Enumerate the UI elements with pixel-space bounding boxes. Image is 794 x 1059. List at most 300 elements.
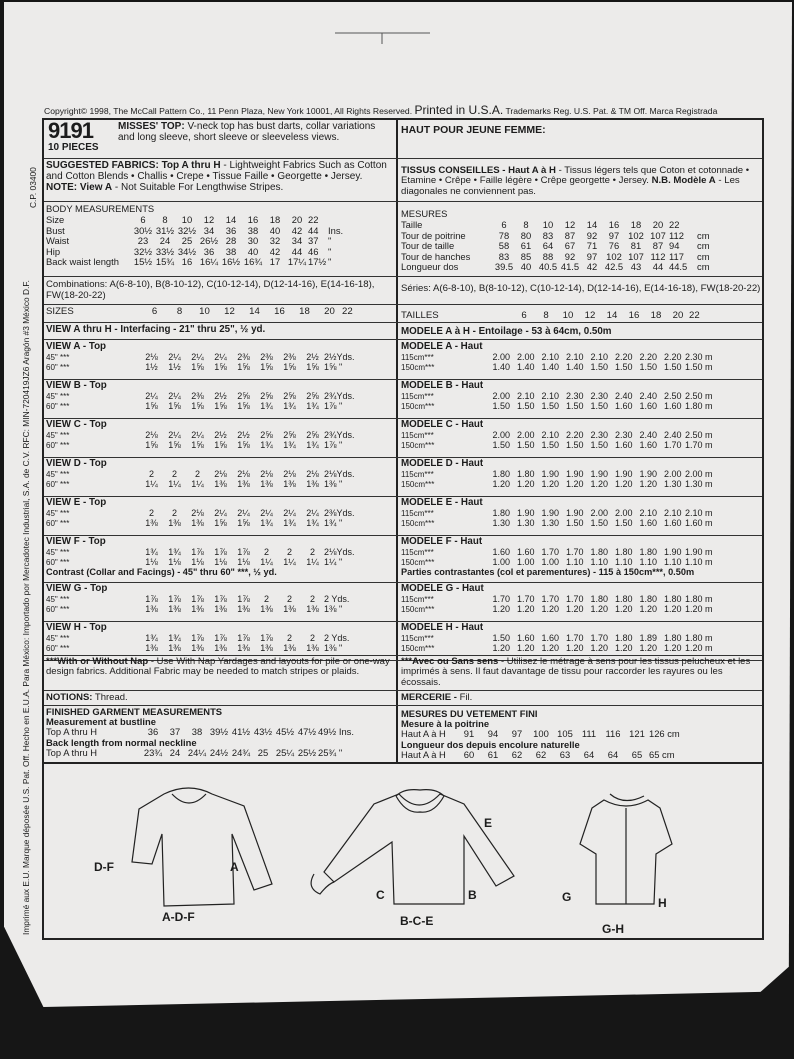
en-yardage-cell: 1⅜ — [260, 479, 273, 489]
fr-yardage-cell: 1.20 — [663, 604, 682, 614]
mesures-cell: 97 — [608, 229, 620, 241]
fr-yardage-cell: 1.10 — [663, 557, 682, 567]
fr-view-title: MODELE D - Haut — [401, 458, 484, 469]
fini-back-cell: 64 — [607, 748, 619, 760]
group-gh: G-H — [602, 922, 624, 936]
body-meas-cell: 24 — [159, 235, 171, 247]
body-meas-cell: 16 — [181, 256, 193, 268]
en-yardage-cell: 2 — [148, 469, 154, 479]
body-meas-cell: 16¼ — [199, 256, 219, 268]
en-yardage-cell: 1⅝ — [237, 440, 250, 450]
fin-back-cell: 23¾ — [143, 746, 163, 758]
fr-yardage-cell: 1.80 — [614, 594, 633, 604]
en-yardage-cell: 1⅝ — [168, 401, 181, 411]
en-yardage-cell: 2⅛ — [237, 469, 250, 479]
body-meas-row — [46, 235, 394, 246]
en-width-label: 60" *** — [46, 644, 70, 653]
trademarks-text: Trademarks Reg. U.S. Pat. & TM Off. Marca Registrada — [505, 106, 718, 116]
column-divider — [396, 118, 398, 764]
size-cell: 14 — [249, 306, 260, 317]
fr-yardage-cell: 1.30 — [541, 518, 560, 528]
copyright-line — [44, 103, 774, 117]
en-yardage-cell: 1⅝ — [237, 362, 250, 372]
fr-yardage-cell: 1.20 — [541, 479, 560, 489]
body-meas-cell: 22 — [308, 214, 319, 225]
fr-yardage-cell: 2.40 — [639, 430, 658, 440]
fr-view — [401, 458, 761, 496]
mesures-cell: 58 — [498, 240, 510, 252]
en-contrast-note: Contrast (Collar and Facings) - 45" thru 60" ***, ½ yd. — [46, 567, 277, 577]
fr-yardage-cell: 1.60 — [516, 633, 535, 643]
body-meas-cell: 26½ — [199, 235, 219, 247]
en-yardage-cell: 2 — [286, 633, 292, 643]
fr-yardage-cell: 2.10 — [663, 508, 682, 518]
fin-bust-cell: 37 — [169, 725, 181, 737]
body-meas-unit: " — [328, 245, 332, 257]
fr-yardage-cell: 1.20 — [639, 604, 658, 614]
fr-yardage-cell: 2.10 m — [685, 508, 713, 518]
en-yardage-cell: 2 Yds. — [324, 633, 350, 643]
en-yardage-cell: 1⅛ — [237, 557, 250, 567]
en-yardage-cell: 1¼ — [168, 479, 181, 489]
fr-yardage-cell: 1.80 — [639, 547, 658, 557]
en-width-label: 60" *** — [46, 363, 70, 372]
fini-back-cell: 65 cm — [649, 748, 675, 760]
body-meas-cell: 38 — [225, 245, 237, 257]
mesures-cell: 16 — [608, 219, 620, 230]
fr-yardage-cell: 1.60 — [663, 518, 682, 528]
fr-yardage-cell: 1.20 — [541, 643, 560, 653]
body-meas-cell: 14 — [225, 214, 237, 225]
fini-back-title: Longueur dos depuis encolure naturelle — [401, 738, 580, 750]
body-meas-cell: 20 — [291, 214, 303, 225]
side-legal-line: Imprimé aux E.U. Marque déposée U.S. Pat. Off. Hecho en E.U.A. Para México: Importado por Mercadotec Industrial, S.A. de C.V. RFC: MIN-720419JZ6 Aragón #3 México D.F. — [21, 280, 31, 935]
en-yardage-cell: 1⅜ " — [324, 643, 343, 653]
fr-yardage-cell: 2.00 — [492, 430, 511, 440]
sketch-ruffle-g — [610, 794, 644, 801]
fr-view-title: MODELE A - Haut — [401, 341, 483, 352]
body-meas-cell: 36 — [203, 245, 215, 257]
en-yardage-row — [46, 547, 394, 557]
fr-yardage-cell: 1.70 — [492, 594, 511, 604]
fr-yardage-cell: 1.50 — [590, 440, 609, 450]
en-yardage-cell: 1⅞ — [237, 633, 250, 643]
mesures-cell: 87 — [564, 229, 576, 241]
fr-yardage-cell: 1.90 m — [685, 547, 713, 557]
fr-yardage-cell: 1.00 — [516, 557, 535, 567]
fabrics-fr-text: - Tissus légers tels que Coton et cotonnade • Etamine • Crêpe • Faille légère • Crêpe georgette • Jersey. — [401, 166, 750, 187]
en-yardage-cell: 1⅜ — [237, 479, 250, 489]
en-yardage-row — [46, 362, 394, 372]
fr-yardage-cell: 1.70 — [541, 547, 560, 557]
fr-width-label: 150cm*** — [401, 644, 435, 653]
mesures-cell: 83 — [498, 250, 510, 262]
fr-width-label: 115cm*** — [401, 353, 434, 362]
en-yardage-cell: 2⅝ — [260, 430, 273, 440]
fr-yardage-row — [401, 604, 761, 614]
size-cell: 20 — [324, 306, 335, 317]
fr-yardage-cell: 1.40 — [565, 362, 584, 372]
hr — [44, 304, 762, 305]
body-meas-cell: 30 — [247, 235, 259, 247]
en-width-label: 60" *** — [46, 605, 70, 614]
fr-yardage-cell: 2.10 — [516, 391, 535, 401]
en-yardage-cell: 2⅝ — [260, 391, 273, 401]
en-view-title: VIEW H - Top — [46, 622, 107, 633]
sketch-ruffle-collar — [396, 790, 444, 813]
en-yardage-cell: 1⅜ — [214, 604, 227, 614]
en-yardage-cell: 2¼ — [168, 430, 181, 440]
fr-view — [401, 341, 761, 379]
en-view-title: VIEW D - Top — [46, 458, 107, 469]
en-yardage-cell: 1⅝ " — [324, 362, 343, 372]
fr-width-label: 150cm*** — [401, 519, 435, 528]
fr-yardage-cell: 1.70 — [565, 633, 584, 643]
sketch-top-b — [324, 794, 514, 904]
group-adf: A-D-F — [162, 910, 195, 924]
body-meas-label: Back waist length — [46, 256, 119, 268]
fr-yardage-cell: 1.90 — [639, 469, 658, 479]
fr-yardage-cell: 1.80 — [492, 508, 511, 518]
body-meas-cell: 32½ — [133, 245, 153, 257]
body-meas-row — [46, 214, 394, 225]
en-yardage-cell: 2½Yds. — [324, 352, 355, 362]
hr — [44, 655, 762, 656]
body-meas-cell: 40 — [269, 224, 281, 236]
en-yardage-cell: 1⅞ " — [324, 440, 343, 450]
en-yardage-cell: 2¼ — [260, 508, 273, 518]
en-yardage-cell: 1⅜ — [191, 518, 204, 528]
fin-back-cell: 25¾ " — [318, 746, 343, 758]
fr-width-label: 115cm*** — [401, 548, 434, 557]
en-yardage-cell: 2¼ — [191, 430, 204, 440]
fabrics-en-text: - Lightweight Fabrics Such as Cotton and Cotton Blends • Challis • Crepe • Tissue Faille • Georgette • Jersey. — [46, 160, 387, 182]
en-yardage-cell: 2¼ — [145, 391, 158, 401]
label-b: B — [468, 888, 477, 902]
fr-yardage-cell: 1.90 — [663, 547, 682, 557]
body-meas-cell: 12 — [203, 214, 215, 225]
mesures-cell: 39.5 — [494, 261, 514, 273]
size-cell: 6 — [151, 306, 158, 317]
fr-yardage-cell: 2.10 — [541, 430, 560, 440]
en-view-title: VIEW B - Top — [46, 380, 107, 391]
en-view-title: VIEW C - Top — [46, 419, 107, 430]
fr-yardage-row — [401, 508, 761, 518]
sketch-cuff-ruffle — [311, 874, 334, 894]
fr-yardage-cell: 1.90 — [590, 469, 609, 479]
fr-yardage-cell: 1.80 — [516, 469, 535, 479]
body-meas-unit: " — [328, 235, 332, 247]
en-yardage-row — [46, 469, 394, 479]
en-view — [46, 497, 394, 535]
en-yardage-cell: 1⅝ — [283, 362, 296, 372]
en-yardage-cell: 2¼ — [306, 508, 319, 518]
note-en-text: - Not Suitable For Lengthwise Stripes. — [114, 182, 284, 193]
hr — [44, 690, 762, 691]
en-yardage-cell: 1⅜ — [283, 604, 296, 614]
en-width-label: 45" *** — [46, 548, 70, 557]
en-yardage-cell: 2 — [263, 547, 269, 557]
fini-back-cell: 62 — [511, 748, 523, 760]
en-width-label: 60" *** — [46, 519, 70, 528]
en-yardage-cell: 2 — [171, 508, 177, 518]
fr-yardage-cell: 1.60 m — [685, 518, 713, 528]
fr-width-label: 115cm*** — [401, 595, 434, 604]
en-yardage-cell: 1½ — [168, 362, 181, 372]
en-yardage-cell: 1¼ " — [324, 557, 343, 567]
mesures-cell: 92 — [586, 229, 598, 241]
en-yardage-row — [46, 479, 394, 489]
en-view — [46, 419, 394, 457]
mesures-label: Taille — [401, 219, 423, 230]
en-yardage-cell: 1⅞ — [191, 594, 204, 604]
fini-back-cell: 62 — [535, 748, 547, 760]
nap-en-head: ***With or Without Nap — [46, 657, 149, 667]
en-yardage-cell: 2¼ — [214, 352, 227, 362]
mesures-cell: 64 — [542, 240, 554, 252]
en-yardage-cell: 1¼ — [191, 479, 204, 489]
fr-width-label: 115cm*** — [401, 392, 434, 401]
fr-yardage-cell: 1.30 — [516, 518, 535, 528]
postal-code-text: C.P. 03400 — [28, 167, 38, 208]
mesures-cell: 102 — [606, 250, 622, 262]
fr-yardage-row — [401, 547, 761, 557]
mesures-cell: 6 — [501, 219, 507, 230]
hr — [44, 158, 762, 159]
notions — [46, 692, 394, 705]
fabrics-fr — [401, 166, 761, 200]
en-yardage-cell: 1⅛ — [191, 557, 204, 567]
fr-yardage-cell: 1.20 — [639, 479, 658, 489]
en-yardage-cell: 1⅜ — [191, 643, 204, 653]
en-yardage-cell: 2 — [309, 547, 315, 557]
en-view — [46, 536, 394, 582]
fini-back-cell: 64 — [583, 748, 595, 760]
fr-yardage-cell: 1.80 — [614, 547, 633, 557]
fr-yardage-cell: 1.70 — [663, 440, 682, 450]
en-yardage-cell: 2½ — [306, 352, 319, 362]
en-yardage-cell: 1¾ — [306, 440, 319, 450]
fr-yardage-cell: 2.40 — [639, 391, 658, 401]
fr-yardage-row — [401, 479, 761, 489]
fr-yardage-cell: 2.30 — [590, 391, 609, 401]
fr-yardage-cell: 1.60 — [663, 401, 682, 411]
taille-cell: 8 — [543, 310, 549, 321]
fr-width-label: 150cm*** — [401, 402, 435, 411]
nap-en-text: - Use With Nap Yardages and layouts for pile or one-way design fabrics. Additional Fabric may be needed to match stripes or plaids. — [46, 657, 390, 678]
mesures-cell: 61 — [520, 240, 532, 252]
en-width-label: 60" *** — [46, 558, 70, 567]
notions-text: Thread. — [94, 692, 128, 703]
en-view-title: VIEW A - Top — [46, 341, 107, 352]
fr-yardage-cell: 1.90 — [614, 469, 633, 479]
mesures-cell: 71 — [586, 240, 598, 252]
fr-yardage-cell: 1.80 — [590, 594, 609, 604]
en-width-label: 45" *** — [46, 431, 70, 440]
en-yardage-row — [46, 633, 394, 643]
mesures-cell: 40.5 — [538, 261, 558, 273]
fr-yardage-cell: 2.50 m — [685, 430, 713, 440]
fin-back-cell: 24½ — [209, 746, 229, 758]
en-view — [46, 380, 394, 418]
fr-yardage-cell: 2.20 — [614, 352, 633, 362]
en-yardage-cell: 2¾Yds. — [324, 391, 355, 401]
printed-in: Printed in U.S.A. — [414, 103, 504, 117]
mesures-row — [401, 240, 761, 251]
fr-yardage-row — [401, 430, 761, 440]
fr-yardage-cell: 2.00 m — [685, 469, 713, 479]
mesures-unit: cm — [697, 261, 710, 273]
en-view-title: VIEW G - Top — [46, 583, 108, 594]
en-yardage-cell: 1⅞ — [214, 594, 227, 604]
label-c: C — [376, 888, 385, 902]
fini-title: MESURES DU VETEMENT FINI — [401, 709, 538, 719]
taille-cell: 12 — [584, 310, 596, 321]
fr-view — [401, 583, 761, 621]
fr-view-title: MODELE B - Haut — [401, 380, 484, 391]
body-meas-row — [46, 256, 394, 267]
fr-yardage-cell: 1.80 m — [685, 401, 713, 411]
nap-fr-text: - Utilisez le métrage à sens pour les tissus pelucheux et les imprimés à sens. Il faut davantage de tissu pour raccorder les rayures ou les écossais. — [401, 657, 751, 688]
fr-yardage-cell: 1.50 — [663, 362, 682, 372]
pattern-header — [46, 120, 394, 158]
en-yardage-cell: 1¾ — [168, 547, 181, 557]
fin-bust-title: Measurement at bustline — [46, 715, 156, 727]
mesures-cell: 107 — [628, 250, 644, 262]
sizes-label: SIZES — [46, 306, 74, 317]
en-view-title: VIEW E - Top — [46, 497, 107, 508]
en-yardage-row — [46, 594, 394, 604]
hr — [44, 201, 762, 202]
en-yardage-cell: 2 — [194, 469, 200, 479]
en-yardage-cell: 2¼ — [237, 508, 250, 518]
en-yardage-cell: 1⅜ — [306, 643, 319, 653]
mesures-row — [401, 230, 761, 241]
en-yardage-cell: 1⅜ " — [324, 479, 343, 489]
fr-yardage-cell: 1.20 — [492, 479, 511, 489]
fr-contrast-note: Parties contrastantes (col et parementures) - 115 à 150cm***, 0.50m — [401, 567, 695, 577]
fr-yardage-cell: 1.10 m — [685, 557, 713, 567]
fr-yardage-cell: 1.50 — [516, 440, 535, 450]
fr-yardage-cell: 1.80 — [492, 469, 511, 479]
en-yardage-cell: 2 — [309, 633, 315, 643]
sketch-neckline-a — [172, 794, 206, 803]
mesures-cell: 44 — [652, 261, 664, 273]
fin-bust-cell: 39½ — [209, 725, 229, 737]
en-yardage-cell: 1⅞ — [145, 594, 158, 604]
fr-yardage-cell: 1.50 — [516, 401, 535, 411]
mercerie-head: MERCERIE - — [401, 692, 457, 703]
size-cell: 16 — [274, 306, 285, 317]
mesures-unit: cm — [697, 229, 710, 241]
fr-yardage-cell: 1.50 m — [685, 362, 713, 372]
fr-yardage-cell: 1.60 — [639, 518, 658, 528]
fini-back-cell: 65 — [631, 748, 643, 760]
label-a: A — [230, 860, 239, 874]
fr-yardage-cell: 1.40 — [541, 362, 560, 372]
body-meas-cell: 44 — [308, 224, 319, 236]
body-meas-cell: 33½ — [155, 245, 175, 257]
en-yardage-cell: 1⅛ — [214, 557, 227, 567]
fr-yardage-cell: 1.50 — [492, 401, 511, 411]
size-cell: 8 — [176, 306, 183, 317]
mesures-cell: 85 — [520, 250, 532, 262]
fr-yardage-cell: 2.00 — [590, 508, 609, 518]
copyright-text: Copyright© 1998, The McCall Pattern Co., 11 Penn Plaza, New York 10001, All Rights Reserved. — [44, 106, 413, 116]
en-yardage-cell: 1¾ — [145, 547, 158, 557]
fr-yardage-cell: 1.70 — [565, 594, 584, 604]
en-yardage-cell: 2⅝ — [306, 430, 319, 440]
body-meas-cell: 30½ — [133, 224, 153, 236]
body-meas-cell: 16¾ — [243, 256, 263, 268]
fr-width-label: 150cm*** — [401, 605, 435, 614]
body-meas-cell: 16 — [247, 214, 259, 225]
body-meas-cell: 15½ — [133, 256, 153, 268]
fr-yardage-cell: 1.60 — [541, 633, 560, 643]
en-yardage-cell: 1⅞ — [237, 547, 250, 557]
fr-yardage-cell: 1.20 — [516, 479, 535, 489]
en-yardage-cell: 1¾ — [306, 401, 319, 411]
body-meas-cell: 17½ — [308, 256, 327, 268]
fr-yardage-cell: 1.20 — [565, 604, 584, 614]
fr-view — [401, 380, 761, 418]
mesures-cell: 117 — [669, 250, 684, 262]
fr-width-label: 115cm*** — [401, 470, 434, 479]
fr-yardage-cell: 1.20 — [639, 643, 658, 653]
label-e: E — [484, 816, 493, 830]
en-yardage-cell: 2 Yds. — [324, 594, 350, 604]
en-yardage-cell: 2⅝ — [306, 391, 319, 401]
taille-cell: 14 — [606, 310, 618, 321]
en-yardage-cell: 2¼ — [283, 508, 296, 518]
fr-yardage-cell: 1.50 — [590, 362, 609, 372]
fini-bust-cell: 94 — [487, 727, 499, 739]
mesures-cell: 107 — [650, 229, 666, 241]
side-legal-text — [21, 205, 35, 935]
fin-bust-cell: 41½ — [231, 725, 251, 737]
en-yardage-cell: 2⅜ — [191, 391, 204, 401]
en-yardage-cell: 1⅝ — [214, 401, 227, 411]
en-yardage-cell: 1⅜ — [283, 479, 296, 489]
fr-width-label: 115cm*** — [401, 509, 434, 518]
en-yardage-cell: 1⅛ — [168, 557, 181, 567]
en-yardage-cell: 1⅜ — [145, 643, 158, 653]
fr-yardage-cell: 1.80 — [614, 633, 633, 643]
en-yardage-cell: 1⅜ — [214, 479, 227, 489]
en-yardage-cell: 1¼ — [145, 479, 158, 489]
fr-yardage-cell: 1.30 m — [685, 479, 713, 489]
finished-measurements — [46, 707, 394, 763]
en-yardage-cell: 1⅝ — [306, 362, 319, 372]
en-yardage-cell: 2⅛ — [306, 469, 319, 479]
fr-width-label: 150cm*** — [401, 363, 435, 372]
en-yardage-cell: 2⅛ — [145, 352, 158, 362]
en-yardage-row — [46, 508, 394, 518]
fr-view-title: MODELE H - Haut — [401, 622, 484, 633]
fini-bust-label: Haut A à H — [401, 727, 446, 739]
fin-back-cell: 25 — [257, 746, 269, 758]
note-en-head: NOTE: View A — [46, 182, 113, 193]
en-yardage-cell: 2 — [263, 594, 269, 604]
body-meas-label: Waist — [46, 235, 70, 247]
fr-yardage-cell: 1.20 — [590, 479, 609, 489]
note-fr-text: - Les diagonales ne conviennent pas. — [401, 175, 740, 197]
en-yardage-cell: 1⅜ — [306, 479, 319, 489]
notions-head: NOTIONS: — [46, 692, 93, 703]
fr-yardage-cell: 1.90 — [565, 469, 584, 479]
mesures-cell: 41.5 — [560, 261, 580, 273]
mesures-row — [401, 251, 761, 262]
